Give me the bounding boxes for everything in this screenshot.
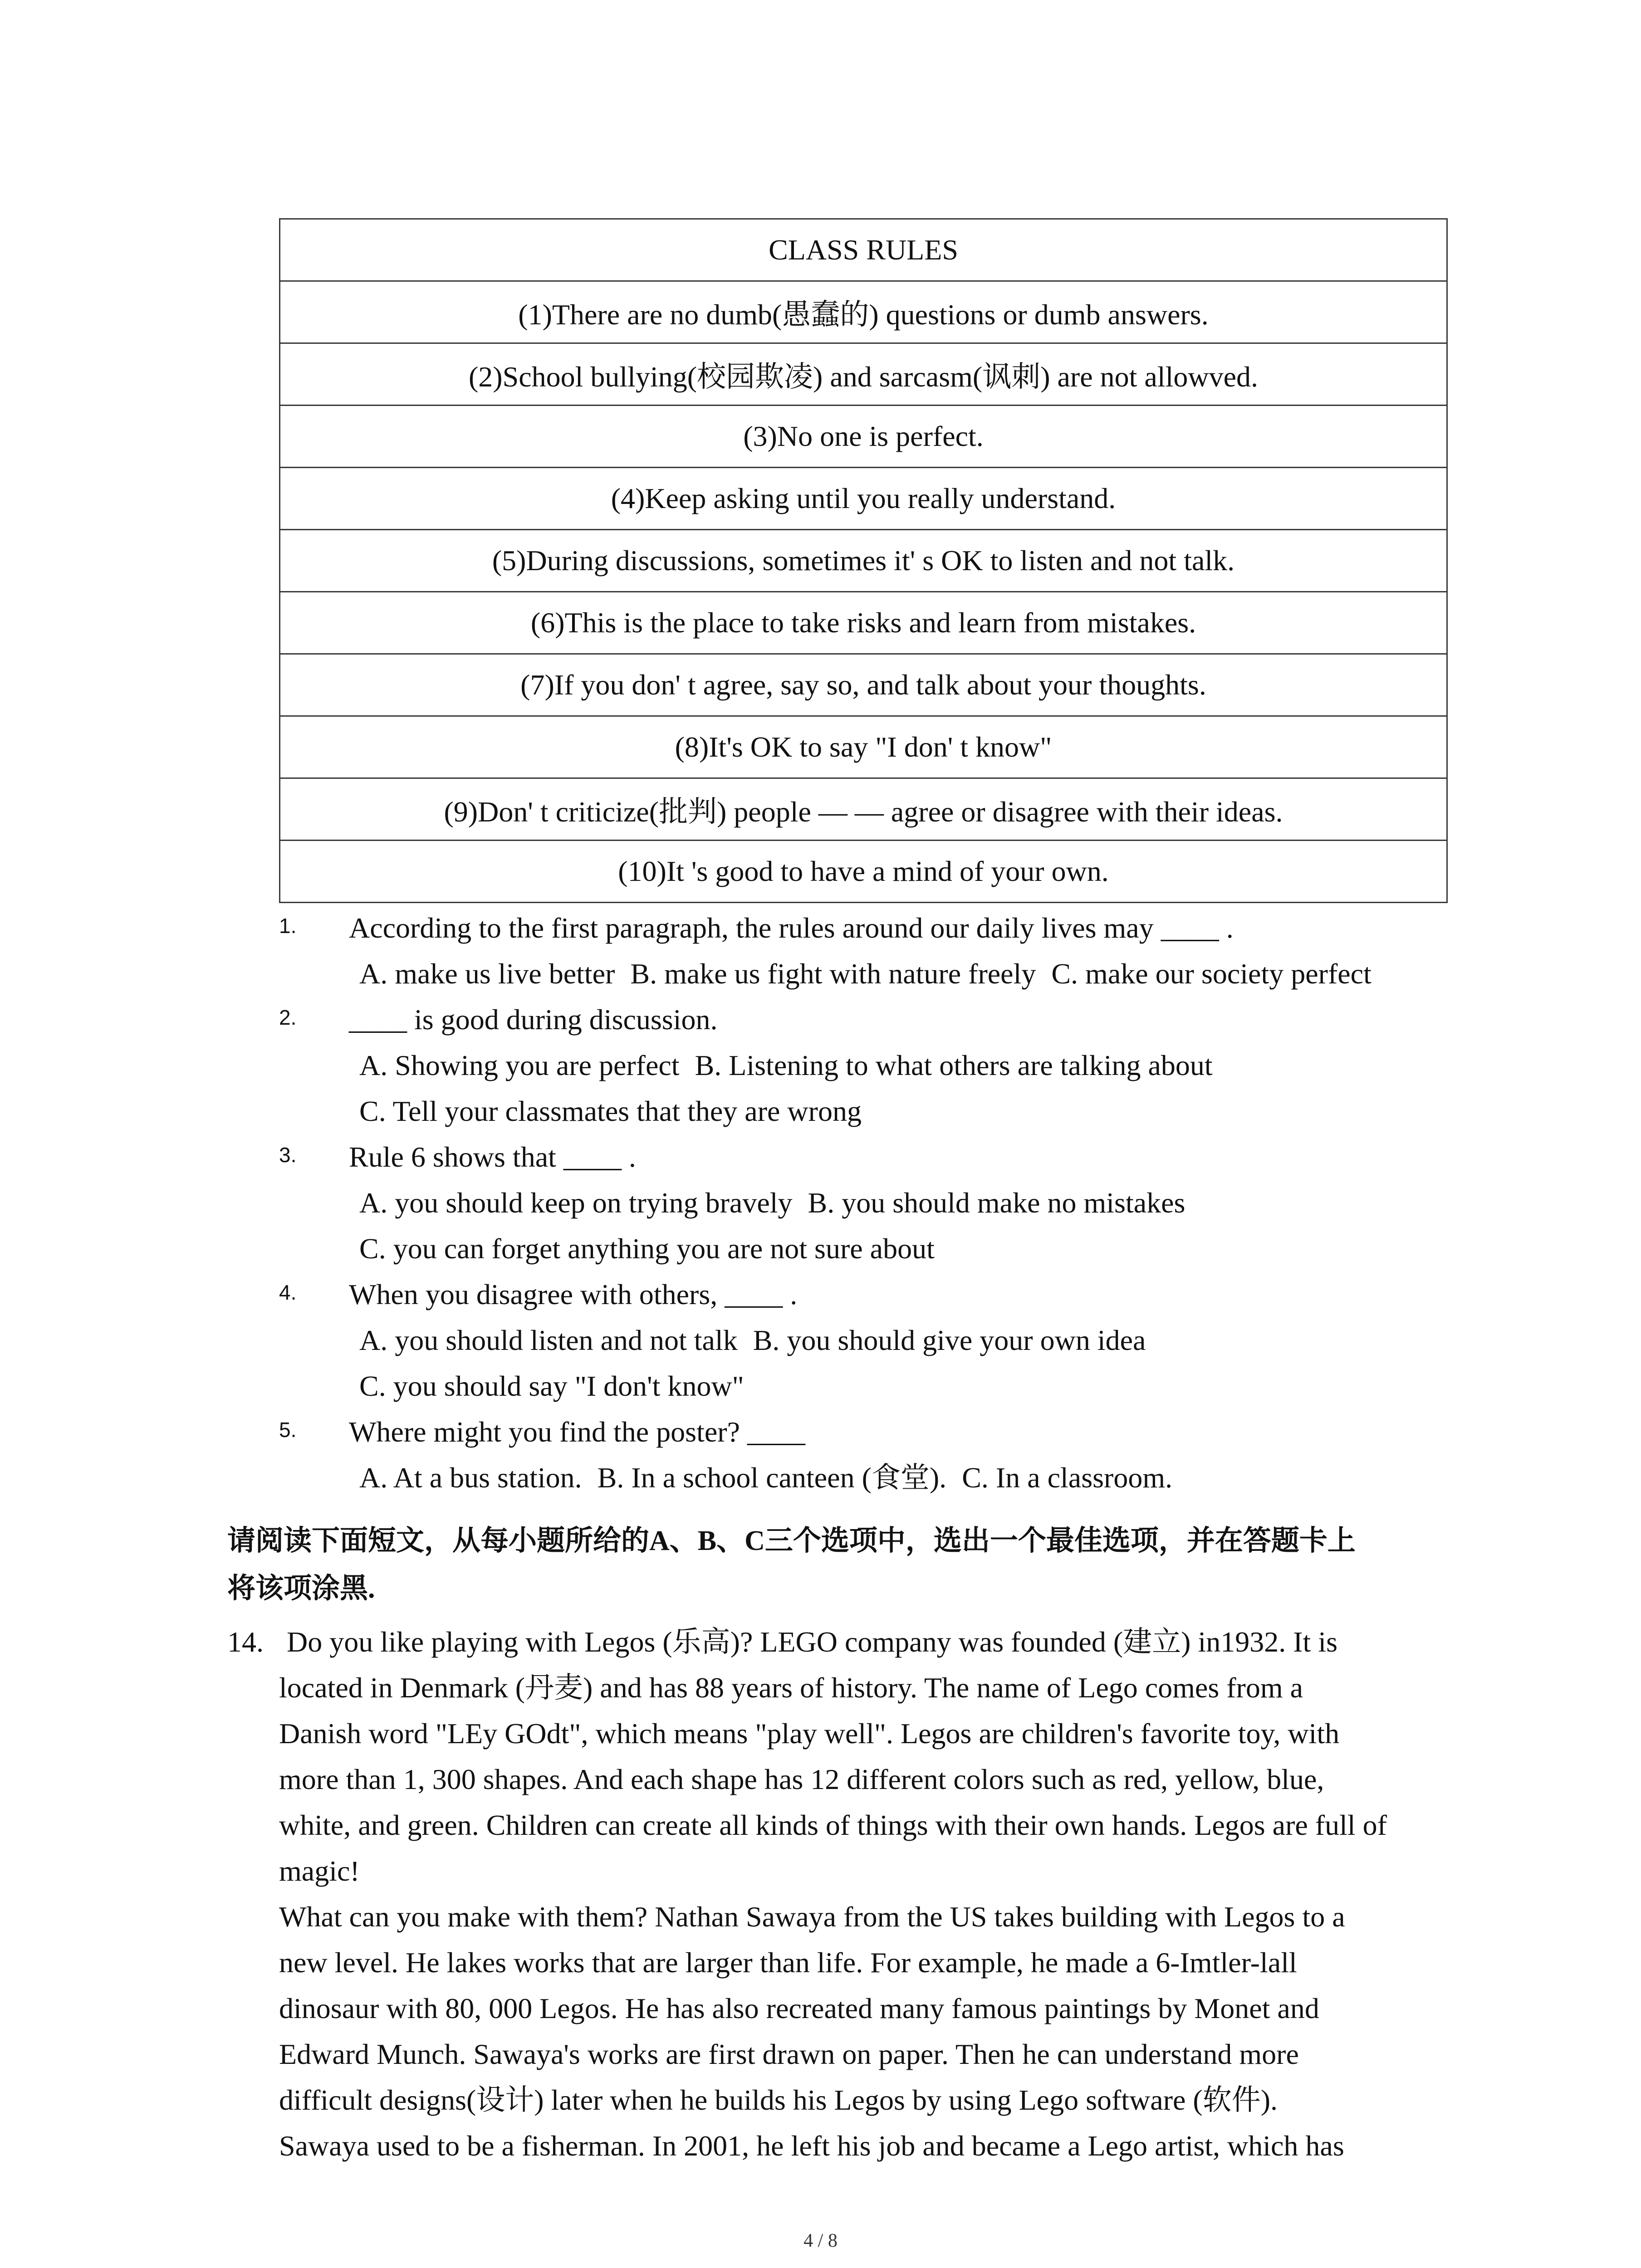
passage-line: dinosaur with 80, 000 Legos. He has also recreated many famous paintings by Monet and <box>279 1992 1319 2024</box>
rule-cell: (8)It's OK to say "I don' t know" <box>280 716 1447 778</box>
table-row <box>280 654 1447 716</box>
table-row <box>280 716 1447 778</box>
table-row <box>280 406 1447 468</box>
rule-cell: (7)If you don' t agree, say so, and talk about your thoughts. <box>280 654 1447 716</box>
option-c: C. Tell your classmates that they are wrong <box>359 1095 862 1127</box>
passage-line: magic! <box>279 1855 360 1887</box>
option-b: B. In a school canteen (食堂). <box>597 1461 947 1494</box>
option-a: A. Showing you are perfect <box>359 1049 680 1081</box>
page-indicator: 4 / 8 <box>803 2230 838 2251</box>
reading-passage <box>227 1619 1498 2169</box>
option-a: A. you should listen and not talk <box>359 1324 738 1356</box>
table-row <box>280 343 1447 406</box>
class-rules-table <box>279 218 1448 903</box>
question-number: 4. <box>279 1281 297 1304</box>
option-c: C. make our society perfect <box>1051 958 1372 990</box>
table-header-row <box>280 219 1447 281</box>
options-line <box>359 1180 1504 1226</box>
option-c: C. you can forget anything you are not sure about <box>359 1232 935 1265</box>
passage-number: 14. <box>227 1626 264 1658</box>
instruction-line: 请阅读下面短文，从每小题所给的A、B、C三个选项中，选出一个最佳选项，并在答题卡上 <box>227 1525 1356 1556</box>
options-line <box>359 951 1504 997</box>
table-row <box>280 530 1447 592</box>
question-number: 5. <box>279 1418 297 1442</box>
question-text: Rule 6 shows that ____ . <box>349 1141 636 1173</box>
option-a: A. At a bus station. <box>359 1461 582 1494</box>
rule-cell: (10)It 's good to have a mind of your own. <box>280 841 1447 903</box>
table-row <box>280 592 1447 654</box>
question-list <box>279 905 1504 1501</box>
options-line <box>359 1455 1504 1501</box>
question-text: According to the first paragraph, the rules around our daily lives may ____ . <box>349 912 1234 944</box>
options-line <box>359 1226 1504 1271</box>
passage-line: more than 1, 300 shapes. And each shape has 12 different colors such as red, yellow, blue, <box>279 1763 1324 1795</box>
question-item <box>279 1409 1504 1501</box>
rule-cell: (1)There are no dumb(愚蠢的) questions or dumb answers. <box>280 281 1447 343</box>
options-line <box>359 1042 1504 1088</box>
passage-line: located in Denmark (丹麦) and has 88 years of history. The name of Lego comes from a <box>279 1672 1303 1704</box>
rule-cell: (6)This is the place to take risks and learn from mistakes. <box>280 592 1447 654</box>
passage-line: Do you like playing with Legos (乐高)? LEGO company was founded (建立) in1932. It is <box>287 1626 1338 1658</box>
passage-line: Edward Munch. Sawaya's works are first drawn on paper. Then he can understand more <box>279 2038 1299 2070</box>
question-item <box>279 1134 1504 1271</box>
passage-line: white, and green. Children can create all kinds of things with their own hands. Legos are full of <box>279 1809 1387 1841</box>
rule-cell: (3)No one is perfect. <box>280 406 1447 468</box>
question-item <box>279 905 1504 997</box>
instruction-line: 将该项涂黑. <box>227 1573 375 1604</box>
option-c: C. you should say "I don't know" <box>359 1370 744 1402</box>
option-a: A. make us live better <box>359 958 615 990</box>
passage-line: Sawaya used to be a fisherman. In 2001, he left his job and became a Lego artist, which has <box>279 2130 1344 2162</box>
question-text: ____ is good during discussion. <box>349 1003 718 1036</box>
table-row <box>280 281 1447 343</box>
options-line <box>359 1317 1504 1363</box>
question-number: 3. <box>279 1143 297 1167</box>
question-text: When you disagree with others, ____ . <box>349 1278 798 1310</box>
option-b: B. make us fight with nature freely <box>630 958 1036 990</box>
options-line <box>359 1088 1504 1134</box>
table-row <box>280 841 1447 903</box>
question-number: 1. <box>279 914 297 938</box>
question-item <box>279 1271 1504 1409</box>
table-title: CLASS RULES <box>280 219 1447 281</box>
option-c: C. In a classroom. <box>962 1461 1173 1494</box>
option-b: B. you should make no mistakes <box>808 1187 1185 1219</box>
rule-cell: (4)Keep asking until you really understand. <box>280 468 1447 530</box>
passage-line: What can you make with them? Nathan Sawaya from the US takes building with Legos to a <box>279 1901 1345 1933</box>
section-instruction <box>227 1517 1356 1613</box>
table-row <box>280 778 1447 841</box>
question-item <box>279 997 1504 1134</box>
table-row <box>280 468 1447 530</box>
option-b: B. you should give your own idea <box>753 1324 1146 1356</box>
passage-line: Danish word "LEy GOdt", which means "play well". Legos are children's favorite toy, with <box>279 1717 1340 1750</box>
passage-line: new level. He lakes works that are larger than life. For example, he made a 6-Imtler-lall <box>279 1946 1297 1979</box>
option-b: B. Listening to what others are talking about <box>695 1049 1213 1081</box>
rule-cell: (9)Don' t criticize(批判) people — — agree or disagree with their ideas. <box>280 778 1447 841</box>
rule-cell: (5)During discussions, sometimes it' s OK to listen and not talk. <box>280 530 1447 592</box>
options-line <box>359 1363 1504 1409</box>
passage-line: difficult designs(设计) later when he builds his Legos by using Lego software (软件). <box>279 2084 1278 2116</box>
rule-cell: (2)School bullying(校园欺凌) and sarcasm(讽刺) are not allowved. <box>280 343 1447 406</box>
option-a: A. you should keep on trying bravely <box>359 1187 793 1219</box>
question-text: Where might you find the poster? ____ <box>349 1416 805 1448</box>
question-number: 2. <box>279 1006 297 1029</box>
